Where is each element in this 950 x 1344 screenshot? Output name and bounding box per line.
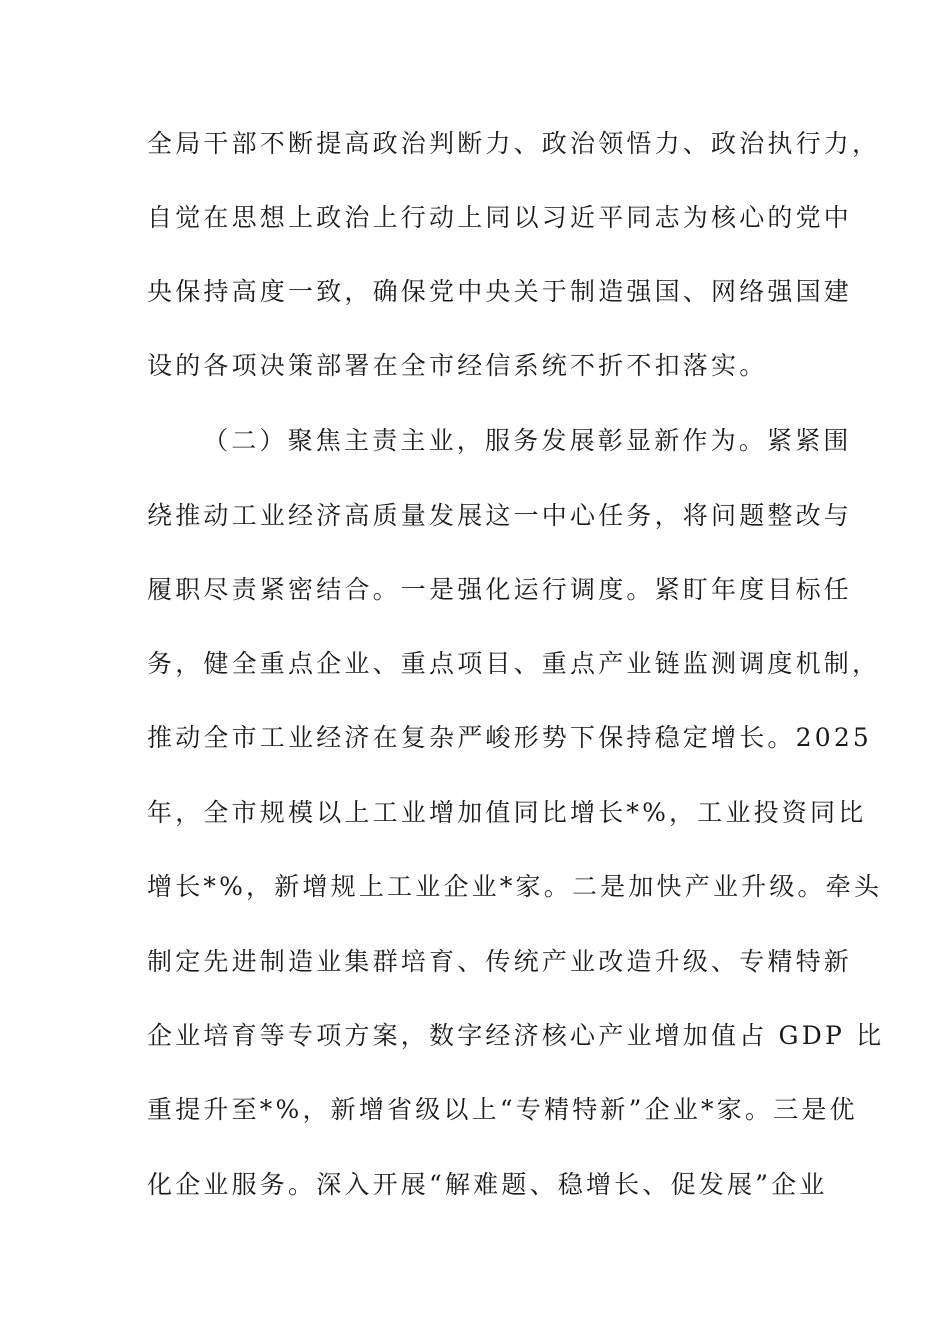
paragraph-line: 制定先进制造业集群培育、传统产业改造升级、专精特新 xyxy=(147,947,853,976)
paragraph-line: 年，全市规模以上工业增加值同比增长*%，工业投资同比 xyxy=(147,798,867,827)
paragraph-line: 全局干部不断提高政治判断力、政治领悟力、政治执行力， xyxy=(147,129,881,158)
paragraph-line: 增长*%，新增规上工业企业*家。二是加快产业升级。牵头 xyxy=(147,872,883,901)
section-heading-line: （二）聚焦主责主业，服务发展彰显新作为。紧紧围 xyxy=(203,426,852,455)
paragraph-line: 央保持高度一致，确保党中央关于制造强国、网络强国建 xyxy=(147,277,853,306)
paragraph-line: 自觉在思想上政治上行动上同以习近平同志为核心的党中 xyxy=(147,203,853,232)
paragraph-line: 绕推动工业经济高质量发展这一中心任务，将问题整改与 xyxy=(147,501,853,530)
paragraph-line: 化企业服务。深入开展“解难题、稳增长、促发展”企业 xyxy=(147,1170,828,1199)
paragraph-line: 履职尽责紧密结合。一是强化运行调度。紧盯年度目标任 xyxy=(147,575,853,604)
paragraph-line: 务，健全重点企业、重点项目、重点产业链监测调度机制， xyxy=(147,649,881,678)
paragraph-line: 推动全市工业经济在复杂严峻形势下保持稳定增长。2025 xyxy=(147,723,873,752)
paragraph-line: 企业培育等专项方案，数字经济核心产业增加值占 GDP 比 xyxy=(147,1021,885,1050)
paragraph-line: 重提升至*%，新增省级以上“专精特新”企业*家。三是优 xyxy=(147,1095,858,1124)
paragraph-line: 设的各项决策部署在全市经信系统不折不扣落实。 xyxy=(147,351,768,380)
